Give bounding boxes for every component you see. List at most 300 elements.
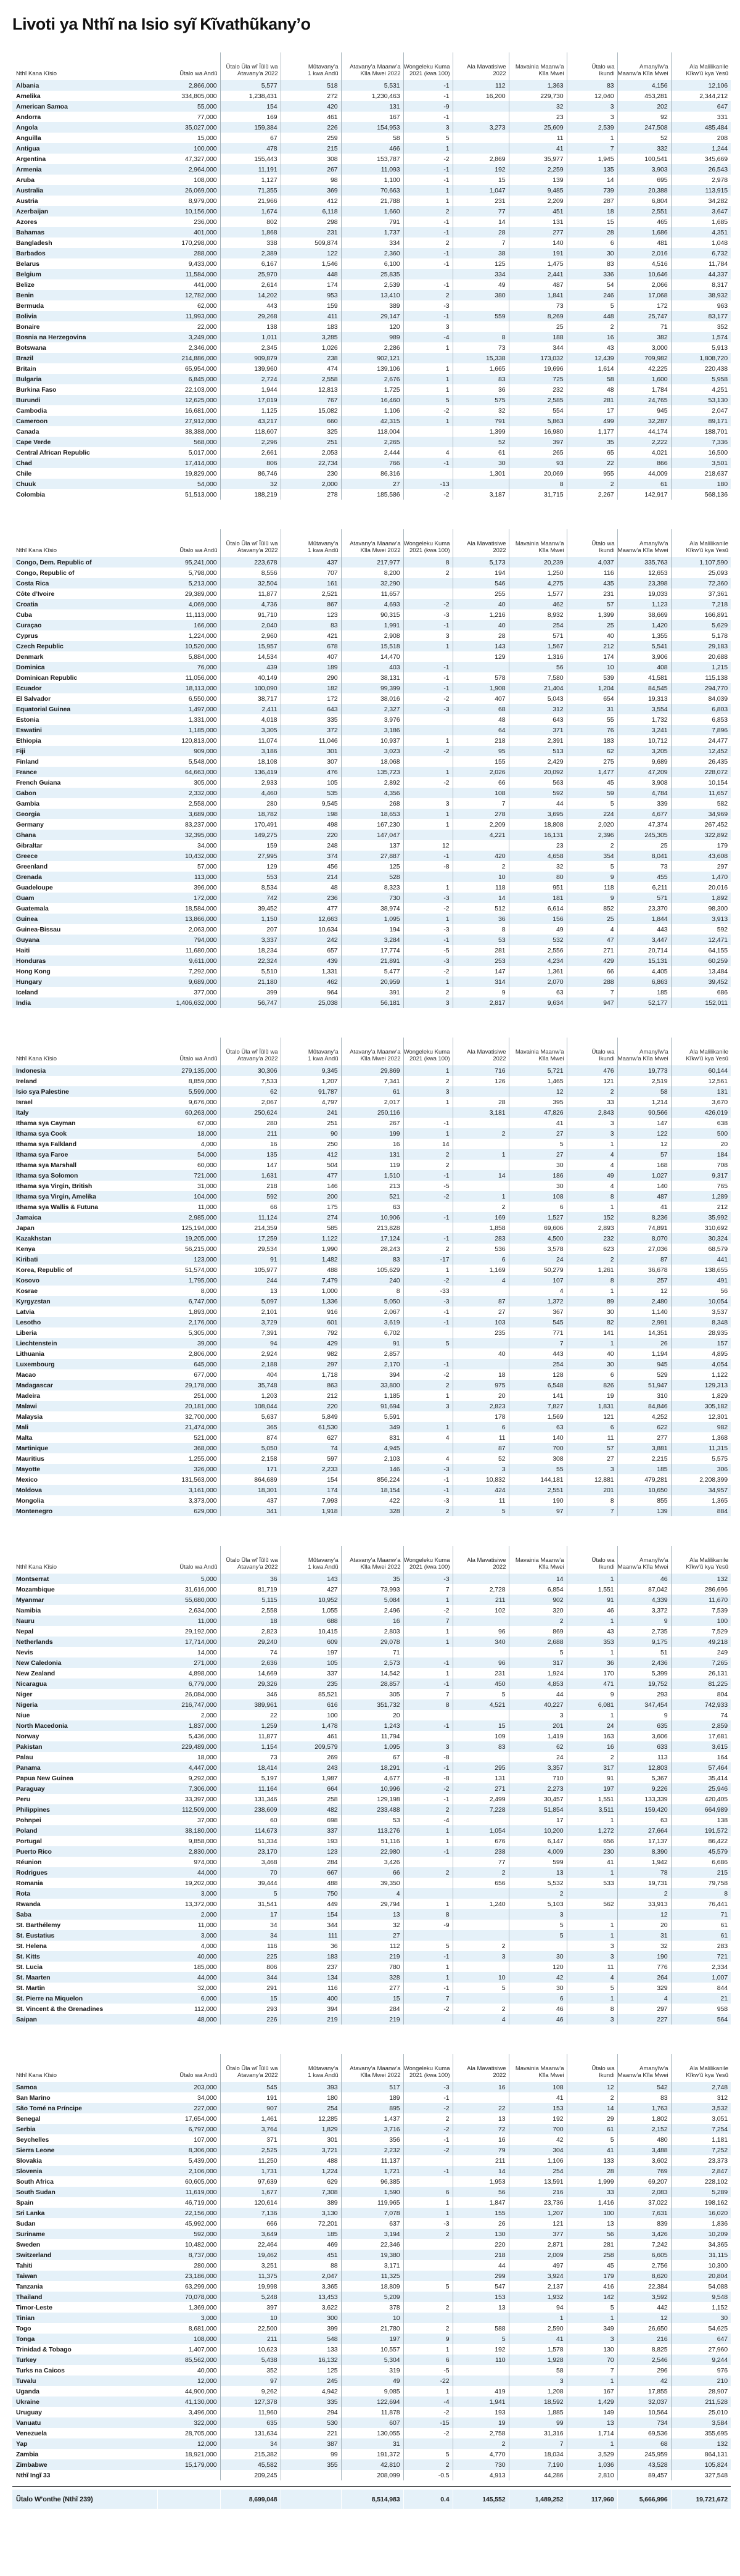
value-cell-ratio-per-publisher: 509,874 [281, 237, 341, 248]
country-cell: Senegal [16, 2115, 41, 2123]
value-cell-aux-pioneers-monthly: 6,548 [509, 1380, 567, 1390]
value-cell-memorial-attendance: 44,337 [708, 270, 728, 278]
value-cell-ratio-per-publisher: 488 [281, 2155, 341, 2166]
col-header-peak-publishers-2022: Ũtalo Ũla wĩ Ĩũlũ wa Atavany’a 2022 [220, 1546, 281, 1574]
value-cell-memorial-attendance: 267,452 [704, 820, 728, 828]
col-header-aux-pioneers-monthly: Mavainia Maanw’a Kĩla Mwei [509, 2054, 567, 2082]
value-cell-aux-pioneers-monthly: 108 [509, 1191, 567, 1202]
country-cell: Benin [16, 291, 34, 299]
value-cell-avg-publishers-monthly-2022: 10,937 [341, 735, 403, 746]
value-cell-ratio-per-publisher: 7,308 [281, 2187, 341, 2197]
value-cell-baptized-2022: 730 [453, 2459, 509, 2470]
value-cell-aux-pioneers-monthly: 3,695 [509, 809, 567, 819]
value-cell-avg-publishers-monthly-2022: 120 [341, 321, 403, 332]
value-cell-congregations: 89 [567, 1296, 617, 1307]
value-cell-baptized-2022: 2,823 [453, 1401, 509, 1411]
value-cell-baptized-2022: 125 [453, 258, 509, 269]
value-cell-congregations: 28 [567, 2166, 617, 2176]
table-row [12, 363, 731, 374]
value-cell-memorial-attendance: 963 [717, 302, 728, 310]
value-cell-congregations: 100 [567, 2208, 617, 2218]
value-cell-bible-studies-monthly: 945 [617, 1359, 671, 1369]
value-cell-population: 31,616,000 [157, 1584, 220, 1595]
country-cell: Montenegro [16, 1507, 53, 1515]
col-header-aux-pioneers-monthly: Mavainia Maanw’a Kĩla Mwei [509, 529, 567, 557]
value-cell-congregations: 1 [567, 1710, 617, 1720]
value-cell-aux-pioneers-monthly: 1,419 [509, 1731, 567, 1741]
country-cell: Guatemala [16, 904, 49, 912]
value-cell-aux-pioneers-monthly: 462 [509, 599, 567, 609]
value-cell-increase-over-2021 [403, 2292, 453, 2302]
value-cell-bible-studies-monthly: 43,528 [617, 2459, 671, 2470]
value-cell-avg-publishers-monthly-2022: 1,437 [341, 2113, 403, 2124]
value-cell-avg-publishers-monthly-2022: 7,078 [341, 2208, 403, 2218]
value-cell-increase-over-2021: 4 [403, 1453, 453, 1464]
value-cell-baptized-2022: 49 [453, 279, 509, 290]
value-cell-aux-pioneers-monthly: 16,980 [509, 426, 567, 437]
value-cell-peak-publishers-2022: 874 [220, 1432, 281, 1443]
table-row [12, 384, 731, 395]
value-cell-increase-over-2021 [403, 651, 453, 662]
value-cell-population: 17,654,000 [157, 2113, 220, 2124]
value-cell-baptized-2022: 716 [453, 1065, 509, 1076]
value-cell-baptized-2022: 2 [453, 2438, 509, 2449]
value-cell-population: 125,194,000 [157, 1223, 220, 1233]
value-cell-bible-studies-monthly: 4,156 [617, 80, 671, 91]
value-cell-congregations: 149 [567, 2407, 617, 2417]
value-cell-increase-over-2021: 8 [403, 557, 453, 568]
value-cell-avg-publishers-monthly-2022: 2,067 [341, 1307, 403, 1317]
table-row [12, 1191, 731, 1202]
report-block-3 [12, 1038, 731, 1516]
table-row [12, 1783, 731, 1794]
value-cell-bible-studies-monthly: 442 [617, 2302, 671, 2313]
value-cell-congregations: 1,399 [567, 609, 617, 620]
value-cell-peak-publishers-2022: 11,250 [220, 2155, 281, 2166]
value-cell-ratio-per-publisher: 301 [281, 2134, 341, 2145]
value-cell-avg-publishers-monthly-2022: 1,243 [341, 1720, 403, 1731]
country-cell: Italy [16, 1108, 29, 1117]
table-row [12, 458, 731, 468]
value-cell-increase-over-2021: 2 [403, 1506, 453, 1516]
value-cell-peak-publishers-2022: 91,710 [220, 609, 281, 620]
value-cell-bible-studies-monthly: 20,388 [617, 185, 671, 196]
value-cell-bible-studies-monthly: 481 [617, 237, 671, 248]
value-cell-baptized-2022: 2,728 [453, 1584, 509, 1595]
value-cell-bible-studies-monthly: 23,370 [617, 903, 671, 914]
value-cell-baptized-2022: 77 [453, 206, 509, 217]
value-cell-aux-pioneers-monthly: 2,209 [509, 196, 567, 206]
value-cell-aux-pioneers-monthly: 563 [509, 777, 567, 788]
value-cell-increase-over-2021: 7 [403, 1584, 453, 1595]
col-header-avg-publishers-monthly-2022: Atavany’a Maanw’a Kĩla Mwei 2022 [341, 52, 403, 80]
value-cell-bible-studies-monthly: 245,305 [617, 830, 671, 840]
value-cell-avg-publishers-monthly-2022: 42,810 [341, 2459, 403, 2470]
table-row [12, 1920, 731, 1930]
value-cell-memorial-attendance: 4,351 [712, 228, 728, 236]
table-row [12, 809, 731, 819]
country-cell: Dominican Republic [16, 674, 78, 682]
value-cell-population: 11,619,000 [157, 2187, 220, 2197]
value-cell-increase-over-2021: -8 [403, 861, 453, 872]
value-cell-avg-publishers-monthly-2022: 13 [341, 1909, 403, 1920]
value-cell-congregations: 476 [567, 1065, 617, 1076]
value-cell-baptized-2022 [453, 1815, 509, 1825]
value-cell-bible-studies-monthly: 8,236 [617, 1212, 671, 1223]
value-cell-population: 51,574,000 [157, 1265, 220, 1275]
value-cell-ratio-per-publisher: 154 [281, 1909, 341, 1920]
value-cell-baptized-2022: 656 [453, 1878, 509, 1888]
value-cell-increase-over-2021 [403, 2014, 453, 2025]
value-cell-ratio-per-publisher: 7,993 [281, 1495, 341, 1506]
value-cell-ratio-per-publisher: 657 [281, 945, 341, 956]
value-cell-population: 37,000 [157, 1815, 220, 1825]
value-cell-population: 2,985,000 [157, 1212, 220, 1223]
value-cell-baptized-2022: 11 [453, 1432, 509, 1443]
value-cell-avg-publishers-monthly-2022: 7,341 [341, 1076, 403, 1086]
col-header-memorial-attendance: Ala Malilikanile Kĩkw’ũ kya Yesũ [686, 1557, 728, 1571]
value-cell-avg-publishers-monthly-2022: 334 [341, 237, 403, 248]
value-cell-aux-pioneers-monthly: 9,634 [509, 997, 567, 1008]
value-cell-baptized-2022: 676 [453, 1836, 509, 1846]
value-cell-peak-publishers-2022: 29,534 [220, 1244, 281, 1254]
value-cell-bible-studies-monthly: 293 [617, 1689, 671, 1699]
value-cell-population: 29,192,000 [157, 1626, 220, 1637]
value-cell-peak-publishers-2022: 39,444 [220, 1878, 281, 1888]
value-cell-aux-pioneers-monthly: 41 [509, 143, 567, 154]
value-cell-population: 227,000 [157, 2103, 220, 2113]
table-row [12, 1149, 731, 1160]
value-cell-baptized-2022: 32 [453, 405, 509, 416]
country-cell: Costa Rica [16, 579, 49, 587]
value-cell-memorial-attendance: 1,215 [712, 663, 728, 671]
value-cell-bible-studies-monthly: 2,222 [617, 437, 671, 447]
value-cell-peak-publishers-2022: 159 [220, 840, 281, 851]
country-cell: Bonaire [16, 323, 40, 331]
country-cell: Moldova [16, 1486, 42, 1494]
value-cell-population: 54,000 [157, 1149, 220, 1160]
value-cell-avg-publishers-monthly-2022: 1,660 [341, 206, 403, 217]
value-cell-population: 1,255,000 [157, 1453, 220, 1464]
table-row [12, 987, 731, 997]
country-cell: Bahamas [16, 228, 44, 236]
value-cell-bible-studies-monthly: 1,732 [617, 714, 671, 725]
value-cell-congregations: 14 [567, 2103, 617, 2113]
value-cell-peak-publishers-2022: 218 [220, 1181, 281, 1191]
country-cell: Martinique [16, 1444, 49, 1452]
value-cell-memorial-attendance: 11,784 [709, 260, 728, 268]
country-cell: Taiwan [16, 2272, 38, 2280]
value-cell-memorial-attendance: 4,054 [712, 1360, 728, 1368]
value-cell-increase-over-2021: 1 [403, 1390, 453, 1401]
table-row [12, 1380, 731, 1390]
value-cell-avg-publishers-monthly-2022: 856,224 [341, 1474, 403, 1485]
value-cell-aux-pioneers-monthly: 4,234 [509, 956, 567, 966]
value-cell-aux-pioneers-monthly: 4,500 [509, 1233, 567, 1244]
value-cell-aux-pioneers-monthly: 710 [509, 1773, 567, 1783]
value-cell-memorial-attendance: 1,048 [712, 239, 728, 247]
value-cell-increase-over-2021: 7 [403, 1616, 453, 1626]
value-cell-baptized-2022: 73 [453, 342, 509, 353]
value-cell-aux-pioneers-monthly: 4,853 [509, 1678, 567, 1689]
country-cell: Albania [16, 81, 39, 89]
country-cell: St. Martin [16, 1984, 45, 1992]
value-cell-increase-over-2021: -1 [403, 1762, 453, 1773]
value-cell-population: 2,964,000 [157, 164, 220, 175]
value-cell-bible-studies-monthly: 1,784 [617, 384, 671, 395]
value-cell-congregations: 46 [567, 1605, 617, 1616]
value-cell-population: 229,489,000 [157, 1741, 220, 1752]
value-cell-baptized-2022: 450 [453, 1678, 509, 1689]
value-cell-ratio-per-publisher: 400 [281, 1993, 341, 2004]
value-cell-peak-publishers-2022: 11,375 [220, 2271, 281, 2281]
value-cell-population: 12,000 [157, 2438, 220, 2449]
value-cell-peak-publishers-2022: 2,614 [220, 279, 281, 290]
value-cell-aux-pioneers-monthly: 141 [509, 1390, 567, 1401]
country-cell: Niue [16, 1711, 30, 1719]
value-cell-memorial-attendance: 582 [717, 799, 728, 807]
value-cell-peak-publishers-2022: 5,438 [220, 2355, 281, 2365]
table-row [12, 1097, 731, 1107]
value-cell-avg-publishers-monthly-2022: 22,980 [341, 1846, 403, 1857]
value-cell-congregations: 65 [567, 447, 617, 458]
value-cell-peak-publishers-2022: 71,355 [220, 185, 281, 196]
country-cell: San Marino [16, 2094, 51, 2102]
value-cell-aux-pioneers-monthly: 1 [509, 2313, 567, 2323]
value-cell-ratio-per-publisher: 1,055 [281, 1605, 341, 1616]
value-cell-aux-pioneers-monthly: 30 [509, 1951, 567, 1962]
value-cell-memorial-attendance: 13,484 [708, 967, 728, 975]
value-cell-bible-studies-monthly: 44,174 [617, 426, 671, 437]
value-cell-baptized-2022: 512 [453, 903, 509, 914]
value-cell-ratio-per-publisher: 2,047 [281, 2271, 341, 2281]
value-cell-avg-publishers-monthly-2022: 5,050 [341, 1296, 403, 1307]
value-cell-congregations: 25 [567, 620, 617, 630]
country-cell: Ithama sya Cook [16, 1129, 67, 1137]
value-cell-avg-publishers-monthly-2022: 18,291 [341, 1762, 403, 1773]
country-cell: Papua New Guinea [16, 1774, 73, 1782]
value-cell-ratio-per-publisher: 411 [281, 311, 341, 321]
value-cell-congregations: 5 [567, 300, 617, 311]
value-cell-peak-publishers-2022: 170,491 [220, 819, 281, 830]
value-cell-peak-publishers-2022: 159,384 [220, 122, 281, 133]
value-cell-avg-publishers-monthly-2022: 277 [341, 1983, 403, 1993]
value-cell-ratio-per-publisher: 238 [281, 353, 341, 363]
value-cell-bible-studies-monthly: 51 [617, 1647, 671, 1657]
col-header-baptized-2022: Ala Mavatisiwe 2022 [453, 529, 509, 557]
value-cell-aux-pioneers-monthly: 44 [509, 798, 567, 809]
value-cell-increase-over-2021: 1 [403, 976, 453, 987]
table-row [12, 395, 731, 405]
value-cell-bible-studies-monthly: 27,036 [617, 1244, 671, 1254]
table-row [12, 1983, 731, 1993]
value-cell-ratio-per-publisher: 461 [281, 112, 341, 122]
table-row [12, 641, 731, 651]
value-cell-bible-studies-monthly: 69,207 [617, 2176, 671, 2187]
value-cell-ratio-per-publisher: 143 [281, 1574, 341, 1584]
value-cell-population: 9,689,000 [157, 976, 220, 987]
value-cell-bible-studies-monthly: 455 [617, 872, 671, 882]
value-cell-peak-publishers-2022: 666 [220, 2218, 281, 2229]
value-cell-congregations: 232 [567, 1233, 617, 1244]
value-cell-increase-over-2021: 2 [403, 2459, 453, 2470]
value-cell-baptized-2022 [453, 2365, 509, 2376]
value-cell-ratio-per-publisher: 122 [281, 248, 341, 258]
value-cell-aux-pioneers-monthly: 25 [509, 321, 567, 332]
value-cell-avg-publishers-monthly-2022: 153,787 [341, 154, 403, 164]
value-cell-avg-publishers-monthly-2022: 2,857 [341, 1348, 403, 1359]
value-cell-aux-pioneers-monthly: 643 [509, 714, 567, 725]
table-row [12, 1637, 731, 1647]
country-cell: São Tomé na Príncipe [16, 2104, 82, 2112]
country-cell: El Salvador [16, 695, 51, 703]
value-cell-baptized-2022: 3 [453, 1951, 509, 1962]
table-row [12, 1443, 731, 1453]
value-cell-baptized-2022: 4 [453, 2014, 509, 2025]
value-cell-baptized-2022: 68 [453, 704, 509, 714]
value-cell-bible-studies-monthly: 4,021 [617, 447, 671, 458]
col-header-congregations: Ũtalo wa Ikundi [567, 1546, 617, 1574]
value-cell-bible-studies-monthly: 78 [617, 1867, 671, 1878]
country-cell: New Zealand [16, 1669, 56, 1677]
country-cell: Kiribati [16, 1255, 38, 1263]
value-cell-peak-publishers-2022: 11,877 [220, 588, 281, 599]
value-cell-increase-over-2021 [403, 1930, 453, 1941]
value-cell-aux-pioneers-monthly: 3,924 [509, 2271, 567, 2281]
value-cell-avg-publishers-monthly-2022: 3,426 [341, 1857, 403, 1867]
value-cell-increase-over-2021: -1 [403, 1678, 453, 1689]
value-cell-avg-publishers-monthly-2022: 5,477 [341, 966, 403, 976]
value-cell-increase-over-2021: -1 [403, 672, 453, 683]
value-cell-congregations: 40 [567, 630, 617, 641]
value-cell-congregations: 1,714 [567, 2428, 617, 2438]
value-cell-peak-publishers-2022: 341 [220, 1506, 281, 1516]
value-cell-memorial-attendance: 61 [720, 1931, 728, 1939]
value-cell-memorial-attendance: 500 [717, 1129, 728, 1137]
value-cell-peak-publishers-2022: 5,510 [220, 966, 281, 976]
value-cell-population: 280,000 [157, 2260, 220, 2271]
country-cell: Sri Lanka [16, 2209, 45, 2217]
value-cell-aux-pioneers-monthly: 951 [509, 882, 567, 893]
value-cell-avg-publishers-monthly-2022: 3,619 [341, 1317, 403, 1327]
table-row [12, 2187, 731, 2197]
table-row [12, 2239, 731, 2250]
value-cell-avg-publishers-monthly-2022: 131 [341, 1149, 403, 1160]
value-cell-baptized-2022 [453, 1888, 509, 1899]
value-cell-congregations: 3 [567, 1128, 617, 1139]
value-cell-ratio-per-publisher: 36 [281, 1941, 341, 1951]
table-row [12, 1495, 731, 1506]
table-row [12, 2271, 731, 2281]
country-cell: Bolivia [16, 312, 37, 320]
value-cell-memorial-attendance: 98,300 [708, 904, 728, 912]
value-cell-avg-publishers-monthly-2022: 90,315 [341, 609, 403, 620]
table-row [12, 237, 731, 248]
value-cell-bible-studies-monthly: 19,731 [617, 1878, 671, 1888]
value-cell-baptized-2022: 8 [453, 924, 509, 935]
value-cell-memorial-attendance: 7,336 [712, 438, 728, 446]
value-cell-congregations: 49 [567, 1170, 617, 1181]
value-cell-peak-publishers-2022: 344 [220, 1972, 281, 1983]
country-cell: North Macedonia [16, 1722, 68, 1730]
value-cell-ratio-per-publisher: 125 [281, 2365, 341, 2376]
value-cell-population: 251,000 [157, 1390, 220, 1401]
value-cell-aux-pioneers-monthly: 3,357 [509, 1762, 567, 1773]
value-cell-population: 203,000 [157, 2082, 220, 2092]
value-cell-ratio-per-publisher: 2,521 [281, 588, 341, 599]
value-cell-peak-publishers-2022: 36 [220, 1574, 281, 1584]
value-cell-avg-publishers-monthly-2022: 6,100 [341, 258, 403, 269]
value-cell-memorial-attendance: 297 [717, 862, 728, 870]
country-cell: Slovakia [16, 2157, 42, 2165]
value-cell-bible-studies-monthly: 122 [617, 1128, 671, 1139]
country-cell: Eswatini [16, 726, 42, 734]
value-cell-ratio-per-publisher: 182 [281, 683, 341, 693]
value-cell-memorial-attendance: 71 [720, 1910, 728, 1918]
value-cell-peak-publishers-2022: 211 [220, 1128, 281, 1139]
value-cell-memorial-attendance: 1,181 [712, 2136, 728, 2144]
value-cell-baptized-2022: 4 [453, 1275, 509, 1286]
value-cell-bible-studies-monthly: 27,664 [617, 1825, 671, 1836]
value-cell-increase-over-2021: 2 [403, 2323, 453, 2334]
value-cell-ratio-per-publisher: 964 [281, 987, 341, 997]
table-row [12, 924, 731, 935]
value-cell-bible-studies-monthly: 9 [617, 1710, 671, 1720]
value-cell-increase-over-2021: -2 [403, 405, 453, 416]
value-cell-baptized-2022: 109 [453, 1731, 509, 1741]
value-cell-aux-pioneers-monthly: 42 [509, 2134, 567, 2145]
value-cell-peak-publishers-2022: 40,149 [220, 672, 281, 683]
value-cell-baptized-2022: 2,499 [453, 1794, 509, 1804]
value-cell-peak-publishers-2022: 18,414 [220, 1762, 281, 1773]
value-cell-aux-pioneers-monthly: 700 [509, 1443, 567, 1453]
value-cell-aux-pioneers-monthly: 9,485 [509, 185, 567, 196]
value-cell-memorial-attendance: 3,051 [712, 2115, 728, 2123]
value-cell-congregations: 2,810 [567, 2470, 617, 2480]
value-cell-peak-publishers-2022: 2,411 [220, 704, 281, 714]
value-cell-avg-publishers-monthly-2022: 284 [341, 2004, 403, 2014]
value-cell-baptized-2022: 7 [453, 237, 509, 248]
value-cell-ratio-per-publisher: 72,201 [281, 2218, 341, 2229]
value-cell-peak-publishers-2022: 439 [220, 662, 281, 672]
value-cell-avg-publishers-monthly-2022: 391 [341, 987, 403, 997]
grand-total-memorial-attendance: 19,721,672 [671, 2490, 731, 2509]
value-cell-bible-studies-monthly: 52,177 [617, 997, 671, 1008]
value-cell-aux-pioneers-monthly: 3,578 [509, 1244, 567, 1254]
value-cell-aux-pioneers-monthly: 7,190 [509, 2459, 567, 2470]
value-cell-memorial-attendance: 5,629 [712, 621, 728, 629]
table-row [12, 798, 731, 809]
value-cell-bible-studies-monthly: 453,281 [617, 91, 671, 101]
value-cell-peak-publishers-2022: 29,268 [220, 311, 281, 321]
value-cell-avg-publishers-monthly-2022: 91,694 [341, 1401, 403, 1411]
value-cell-baptized-2022: 419 [453, 2386, 509, 2396]
value-cell-ratio-per-publisher: 245 [281, 2376, 341, 2386]
value-cell-avg-publishers-monthly-2022: 2,327 [341, 704, 403, 714]
value-cell-ratio-per-publisher: 269 [281, 1752, 341, 1762]
value-cell-congregations: 91 [567, 1773, 617, 1783]
value-cell-increase-over-2021: -1 [403, 935, 453, 945]
country-cell: Switzerland [16, 2251, 52, 2259]
value-cell-ratio-per-publisher: 449 [281, 1899, 341, 1909]
table-row [12, 2260, 731, 2271]
value-cell-population: 45,992,000 [157, 2218, 220, 2229]
value-cell-memorial-attendance: 49,218 [708, 1638, 728, 1646]
country-cell: Azerbaijan [16, 207, 49, 215]
value-cell-aux-pioneers-monthly: 20,069 [509, 468, 567, 479]
value-cell-congregations: 826 [567, 1380, 617, 1390]
value-cell-peak-publishers-2022: 2,296 [220, 437, 281, 447]
